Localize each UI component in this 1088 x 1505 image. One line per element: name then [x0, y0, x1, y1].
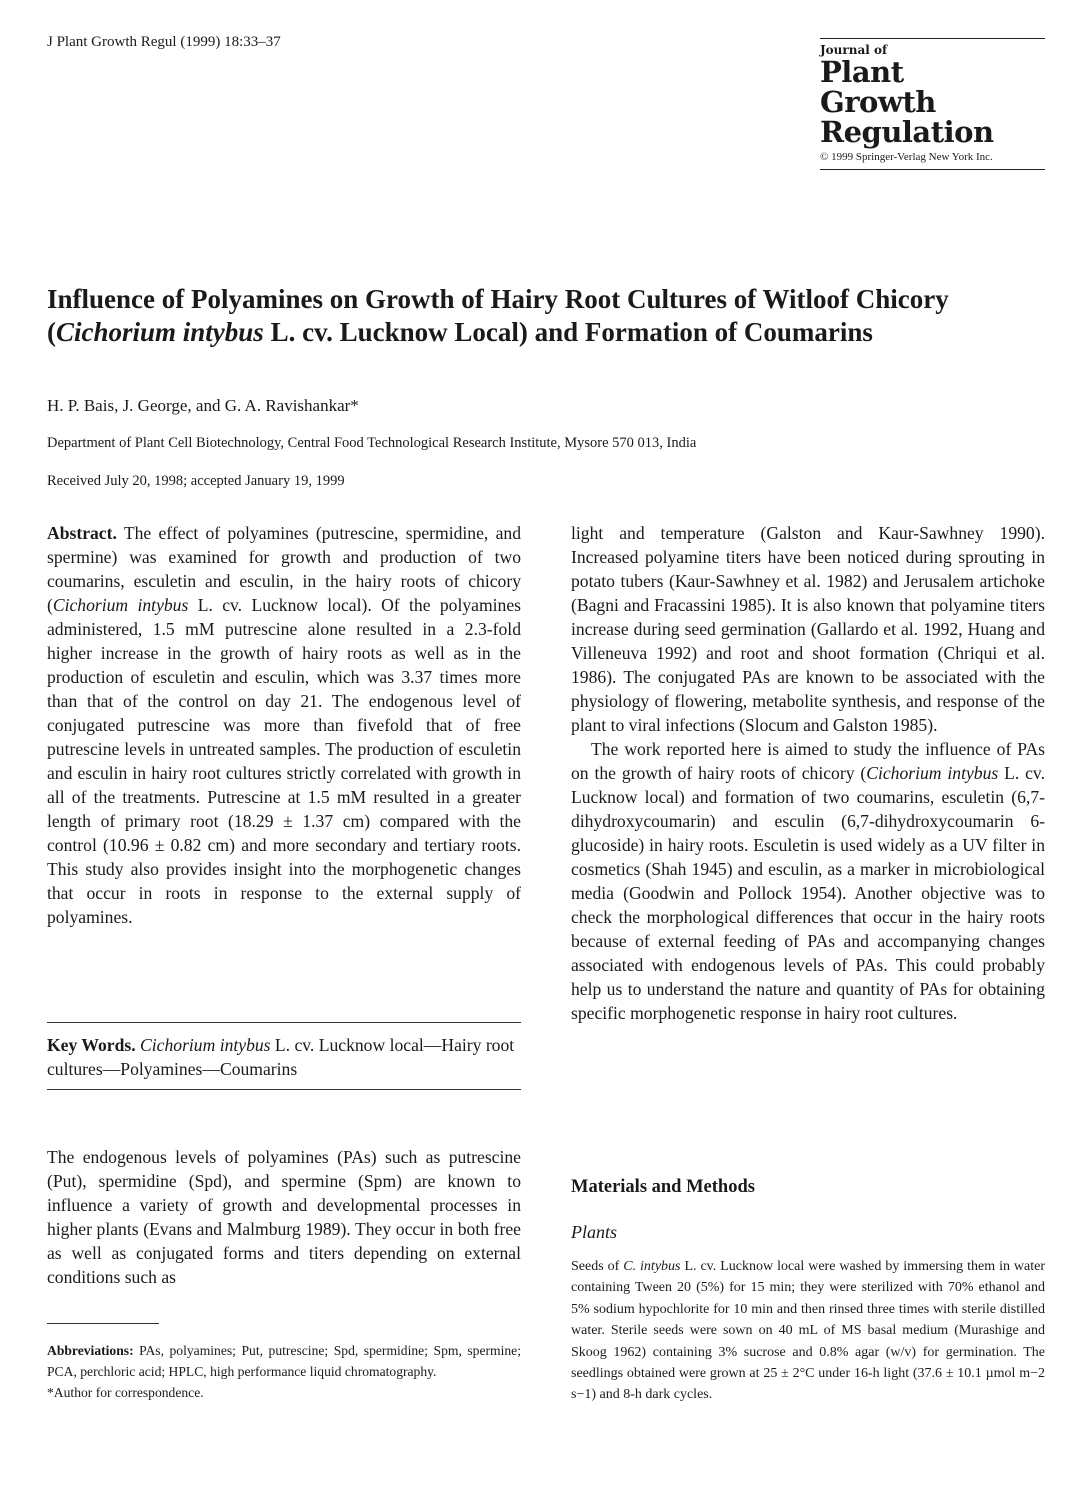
abbreviations-text: PAs, polyamines; Put, putrescine; Spd, spermidine; Spm, spermine; PCA, perchloric acid; HPLC, high performance liquid chromatography. — [47, 1343, 521, 1379]
right-column-intro — [571, 521, 1045, 1025]
keywords-species: Cichorium intybus — [140, 1035, 271, 1055]
footnotes — [47, 1340, 521, 1403]
abbreviations-label: Abbreviations: — [47, 1343, 134, 1358]
received-dates: Received July 20, 1998; accepted January 19, 1999 — [47, 473, 345, 489]
intro-left-column — [47, 1145, 521, 1289]
logo-growth: Growth — [820, 85, 936, 119]
methods-text-a: Seeds of — [571, 1259, 624, 1274]
logo-copyright: © 1999 Springer-Verlag New York Inc. — [820, 151, 993, 163]
abstract-text-1: The effect of polyamines (putrescine, spermidine, and spermine) was examined for growth and production of two coumarins, esculetin and esculin, in the hairy roots of chicory ( — [47, 523, 521, 615]
logo-journal-of: Journal of — [820, 43, 888, 57]
intro-paragraph: The endogenous levels of polyamines (PAs) such as putrescine (Put), spermidine (Spd), and spermine (Spm) are known to influence a variety of growth and developmental processes in higher plants (Evans and Malmburg 1989). They occur in both free as well as conjugated forms and titers depending on external conditions such as — [47, 1147, 521, 1287]
keywords-box — [47, 1022, 521, 1090]
section-heading: Materials and Methods — [571, 1177, 755, 1197]
para2-text-b: L. cv. Lucknow local) and formation of two coumarins, esculetin (6,7-dihydroxycoumarin) and esculin (6,7-dihydroxycoumarin 6-glucoside) in hairy roots. Esculetin is used widely as a UV filter in cosmetics (Shah 1945) and esculin, as a marker in microbiological media (Goodwin and Pollock 1954). Another objective was to check the morphological differences that occur in the hairy roots because of external feeding of PAs and accompanying changes associated with endogenous levels of PAs. This could probably help us to understand the nature and quantity of PAs for obtaining specific morphogenetic response in hairy root cultures. — [571, 763, 1045, 1023]
correspondence-note: *Author for correspondence. — [47, 1385, 204, 1400]
title-species: Cichorium intybus — [56, 317, 264, 347]
title-part1: Influence of Polyamines on Growth of Hairy Root Cultures of Witloof Chicory ( — [47, 284, 949, 347]
running-head: J Plant Growth Regul (1999) 18:33–37 — [47, 34, 281, 50]
methods-species: C. intybus — [623, 1259, 681, 1274]
title-part2: L. cv. Lucknow Local) and Formation of Coumarins — [263, 317, 873, 347]
methods-text-b: L. cv. Lucknow local were washed by immersing them in water containing Tween 20 (5%) for 15 min; they were sterilized with 70% ethanol and 5% sodium hypochlorite for 10 min and then rinsed three times with sterile distilled water. Sterile seeds were sown on 40 mL of MS basal medium (Murashige and Skoog 1962) containing 3% sucrose and 0.8% agar (w/v) for germination. The seedlings obtained were grown at 25 ± 2°C under 16-h light (37.6 ± 10.1 µmol m−2 s−1) and 8-h dark cycles. — [571, 1259, 1046, 1403]
right-paragraph-1: light and temperature (Galston and Kaur-Sawhney 1990). Increased polyamine titers have been noticed during sprouting in potato tubers (Kaur-Sawhney et al. 1982) and Jerusalem artichoke (Bagni and Fracassini 1985). It is also known that polyamine titers increase during seed germination (Gallardo et al. 1992, Huang and Villeneuva 1992) and root and shoot formation (Chriqui et al. 1986). The conjugated PAs are known to be associated with the physiology of flowering, metabolite synthesis, and response of the plant to viral infections (Slocum and Galston 1985). — [571, 523, 1045, 735]
right-paragraph-2 — [571, 737, 1045, 1025]
abstract-species: Cichorium intybus — [52, 595, 189, 615]
abstract-text-2: L. cv. Lucknow local). Of the polyamines administered, 1.5 mM putrescine alone resulted in a 2.3-fold higher increase in the growth of hairy roots as well as in the production of esculetin and esculin, which was 3.37 times more than that of the control on day 21. The endogenous level of conjugated putrescine was more than fivefold that of free putrescine levels in untreated samples. The production of esculetin and esculin in hairy root cultures strictly correlated with growth in all of the treatments. Putrescine at 1.5 mM resulted in a greater length of primary root (18.29 ± 1.37 cm) compared with the control (10.96 ± 0.82 cm) and more secondary and tertiary roots. This study also provides insight into the morphogenetic changes that occur in roots in response to the external supply of polyamines. — [47, 595, 522, 927]
affiliation: Department of Plant Cell Biotechnology, Central Food Technological Research Institute, Mysore 570 013, India — [47, 435, 697, 451]
para2-text-a: The work reported here is aimed to study the influence of PAs on the growth of hairy roots of chicory ( — [571, 739, 1045, 783]
logo-plant: Plant — [820, 55, 904, 89]
journal-logo — [820, 38, 1045, 170]
methods-paragraph — [571, 1256, 1045, 1406]
footnote-rule — [47, 1323, 159, 1324]
keywords-text: L. cv. Lucknow local—Hairy root cultures—Polyamines—Coumarins — [47, 1035, 515, 1079]
para2-species: Cichorium intybus — [866, 763, 999, 783]
subsection-heading: Plants — [571, 1222, 618, 1242]
article-title — [47, 283, 1007, 349]
logo-regulation: Regulation — [820, 115, 994, 149]
keywords-label: Key Words. — [47, 1035, 136, 1055]
abstract-label: Abstract. — [47, 523, 117, 543]
authors: H. P. Bais, J. George, and G. A. Ravishankar* — [47, 396, 359, 415]
abstract — [47, 521, 521, 929]
